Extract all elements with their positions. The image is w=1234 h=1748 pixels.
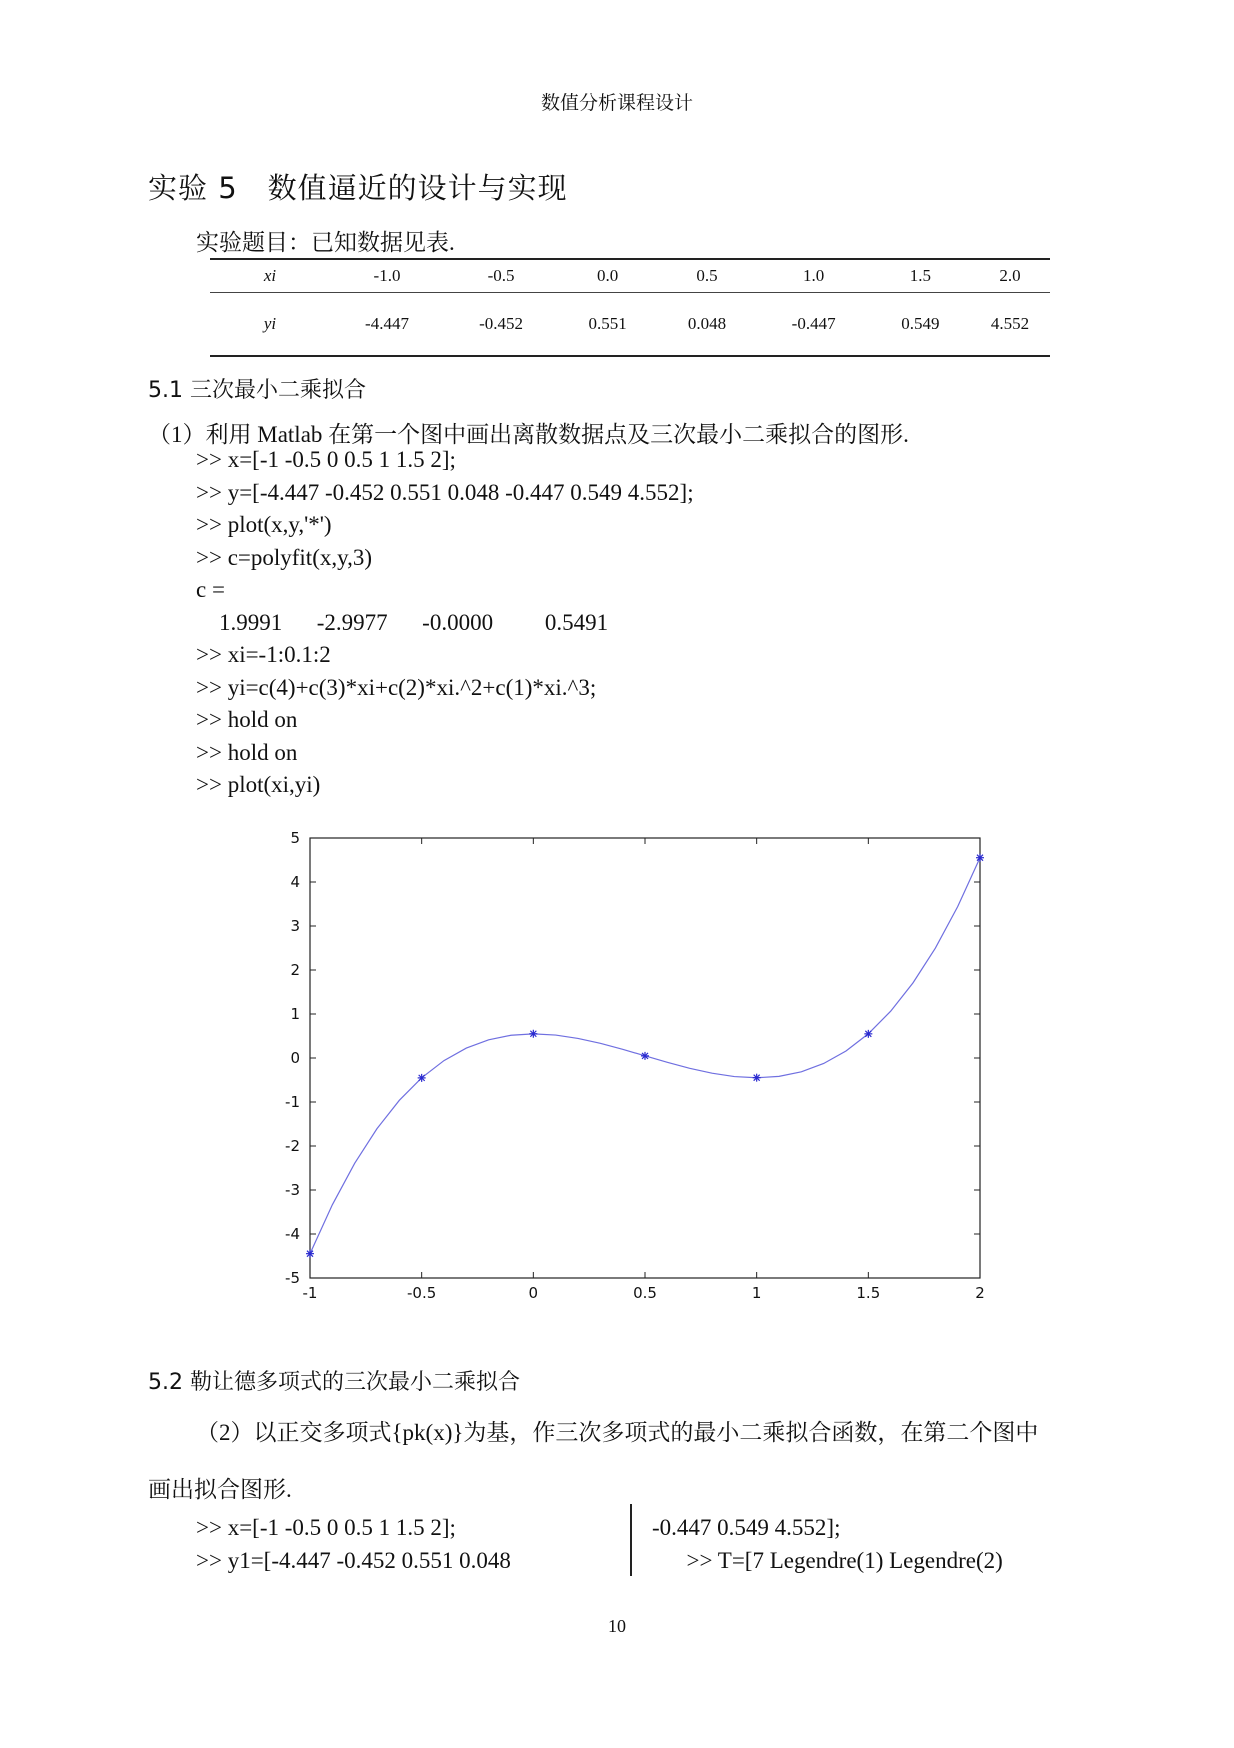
code-line: >> T=[7 Legendre(1) Legendre(2) (652, 1547, 1003, 1573)
data-point-marker (418, 1074, 426, 1082)
code-line: >> y1=[-4.447 -0.452 0.551 0.048 (196, 1547, 511, 1573)
data-point-marker (976, 854, 984, 862)
y-tick-label: 1 (290, 1005, 300, 1023)
y-cell: -0.447 (757, 293, 871, 357)
code-line: -0.447 0.549 4.552]; (652, 1515, 841, 1540)
x-cell: -1.0 (330, 259, 444, 293)
data-point-marker (306, 1250, 314, 1258)
code-line: >> xi=-1:0.1:2 (196, 642, 331, 667)
section-1-intro: （1）利用 Matlab 在第一个图中画出离散数据点及三次最小二乘拟合的图形. (148, 422, 909, 447)
code-line: >> plot(xi,yi) (196, 772, 321, 797)
code-line: >> yi=c(4)+c(3)*xi+c(2)*xi.^2+c(1)*xi.^3; (196, 674, 597, 700)
code-line: >> hold on (196, 707, 298, 732)
x-tick-label: 0.5 (633, 1284, 657, 1302)
section-2-para: （2）以正交多项式{pk(x)}为基，作三次多项式的最小二乘拟合函数，在第二个图中 (196, 1420, 1039, 1445)
data-point-marker (753, 1074, 761, 1082)
y-tick-label: 4 (290, 873, 300, 891)
y-tick-label: 3 (290, 917, 300, 935)
code-line: 1.9991 -2.9977 -0.0000 0.5491 (196, 609, 609, 635)
running-header: 数值分析课程设计 (540, 93, 693, 114)
code-column-left (196, 1512, 511, 1577)
code-line: >> hold on (196, 739, 298, 765)
x-cell: 0.0 (558, 259, 657, 293)
code-line: >> x=[-1 -0.5 0 0.5 1 1.5 2]; (196, 447, 456, 472)
column-divider (630, 1504, 632, 1576)
code-line: >> plot(x,y,'*') (196, 512, 332, 537)
y-cell: 4.552 (970, 293, 1050, 357)
y-cell: 0.551 (558, 293, 657, 357)
y-tick-label: -5 (285, 1269, 300, 1287)
y-tick-label: -4 (285, 1225, 300, 1243)
x-tick-label: 0 (528, 1284, 539, 1302)
code-line: >> y=[-4.447 -0.452 0.551 0.048 -0.447 0.549 4.552]; (196, 479, 694, 505)
y-tick-label: -3 (285, 1181, 300, 1199)
data-point-marker (641, 1052, 649, 1060)
page-number: 10 (608, 1616, 626, 1636)
x-cell: -0.5 (444, 259, 558, 293)
table-row-y (210, 293, 1050, 357)
x-tick-label: 2 (975, 1284, 985, 1302)
problem-statement: 实验题目：已知数据见表. (196, 230, 455, 255)
code-line: c = (196, 577, 225, 602)
x-tick-label: 1 (751, 1284, 762, 1302)
y-cell: -4.447 (330, 293, 444, 357)
x-cell: 0.5 (657, 259, 756, 293)
section-2-para-cont: 画出拟合图形. (148, 1477, 292, 1502)
code-line: >> x=[-1 -0.5 0 0.5 1 1.5 2]; (196, 1515, 456, 1540)
y-tick-label: 2 (290, 961, 300, 979)
code-column-right (652, 1512, 1003, 1577)
x-tick-label: -1 (302, 1284, 318, 1302)
x-cell: 1.5 (871, 259, 970, 293)
x-cell: 2.0 (970, 259, 1050, 293)
y-tick-label: 5 (290, 830, 300, 847)
y-cell: -0.452 (444, 293, 558, 357)
data-table (210, 258, 1050, 357)
y-tick-label: -2 (285, 1137, 300, 1155)
x-cell: 1.0 (757, 259, 871, 293)
x-tick-label: -0.5 (407, 1284, 437, 1302)
y-tick-label: -1 (285, 1093, 300, 1111)
section-1-heading: 5.1 三次最小二乘拟合 (148, 378, 366, 403)
y-cell: 0.048 (657, 293, 756, 357)
data-point-marker (529, 1030, 537, 1038)
data-point-marker (864, 1030, 872, 1038)
x-tick-label: 1.5 (856, 1284, 881, 1302)
y-tick-label: 0 (290, 1049, 300, 1067)
matlab-code-block (196, 444, 694, 802)
experiment-title: 实验 5 数值逼近的设计与实现 (148, 171, 568, 205)
cubic-fit-chart (270, 830, 1010, 1330)
table-row-x (210, 259, 1050, 293)
x-header: xi (210, 259, 330, 293)
y-cell: 0.549 (871, 293, 970, 357)
y-header: yi (210, 293, 330, 357)
section-2-heading: 5.2 勒让德多项式的三次最小二乘拟合 (148, 1370, 520, 1395)
code-line: >> c=polyfit(x,y,3) (196, 544, 373, 570)
